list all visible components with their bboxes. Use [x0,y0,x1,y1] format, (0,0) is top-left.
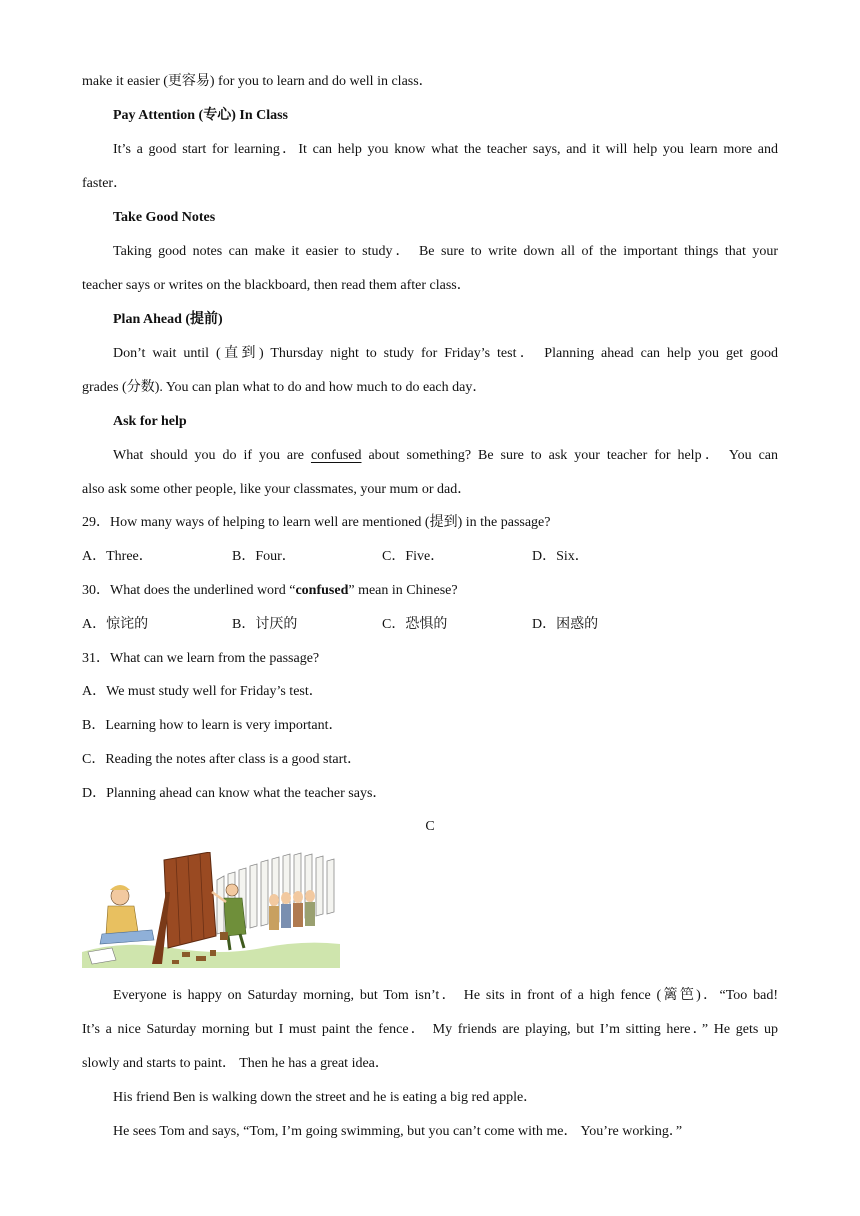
fence-painting-illustration [82,852,340,968]
question-30-option-c: C．恐惧的 [382,617,448,632]
intro-tail-text: make it easier (更容易) for you to learn and do well in class． [82,74,433,89]
section-text: teacher says or writes on the blackboard, then read them after class． [82,278,471,293]
section-text: It’s a good start for learning．It can help you know what the teacher says, and it will help you learn more and [113,142,778,157]
question-30-option-b: B．讨厌的 [232,617,298,632]
brown-fence [152,852,216,964]
section-heading-plan-ahead: Plan Ahead (提前) [113,312,223,327]
underlined-word-confused: confused [310,448,362,463]
passage-c-label: C [425,819,435,834]
passage-c-text: slowly and starts to paint． Then he has a great idea． [82,1056,389,1071]
question-29-option-a: A．Three． [82,549,153,564]
question-30-option-a: A．惊诧的 [82,617,149,632]
section-text: Don’t wait until (直到) Thursday night to study for Friday’s test． Planning ahead can help you get good [113,346,778,361]
passage-c-text: Everyone is happy on Saturday morning, but Tom isn’t． He sits in front of a high fence (篱笆)．“Too bad! [113,988,778,1003]
section-text-with-underline [113,446,778,466]
passage-c-text: He sees Tom and says, “Tom, I’m going swimming, but you can’t come with me． You’re working．” [113,1124,683,1139]
question-31-option-b: B．Learning how to learn is very important． [82,718,343,733]
onlooker-figures [269,890,315,930]
question-29-option-b: B．Four． [232,549,296,564]
question-31-option-c: C．Reading the notes after class is a good start． [82,752,362,767]
text-before: What should you do if you are [113,448,311,463]
question-31-option-a: A．We must study well for Friday’s test． [82,684,323,699]
passage-c-text: It’s a nice Saturday morning but I must paint the fence． My friends are playing, but I’m sitting here．” He gets up [82,1022,778,1037]
question-30-stem [82,581,458,601]
section-text: also ask some other people, like your classmates, your mum or dad． [82,482,472,497]
question-29-option-d: D．Six． [532,549,589,564]
stem-after: ” mean in Chinese? [348,583,458,598]
stem-before: 30．What does the underlined word “ [82,583,296,598]
section-heading-take-notes: Take Good Notes [113,210,216,225]
section-heading-pay-attention: Pay Attention (专心) In Class [113,108,289,123]
stem-bold-word: confused [295,583,349,598]
question-29-stem: 29．How many ways of helping to learn well are mentioned (提到) in the passage? [82,515,551,530]
text-after: about something? Be sure to ask your teacher for help． You can [361,448,778,463]
question-31-stem: 31．What can we learn from the passage? [82,651,320,666]
section-text: Taking good notes can make it easier to study． Be sure to write down all of the important things that your [113,244,778,259]
question-30-option-d: D．困惑的 [532,617,599,632]
question-29-option-c: C．Five． [382,549,445,564]
question-31-option-d: D．Planning ahead can know what the teacher says． [82,786,387,801]
section-text: grades (分数). You can plan what to do and how much to do each day． [82,380,487,395]
section-heading-ask-help: Ask for help [113,414,187,429]
passage-c-text: His friend Ben is walking down the street and he is eating a big red apple． [113,1090,538,1105]
section-text: faster． [82,176,128,191]
